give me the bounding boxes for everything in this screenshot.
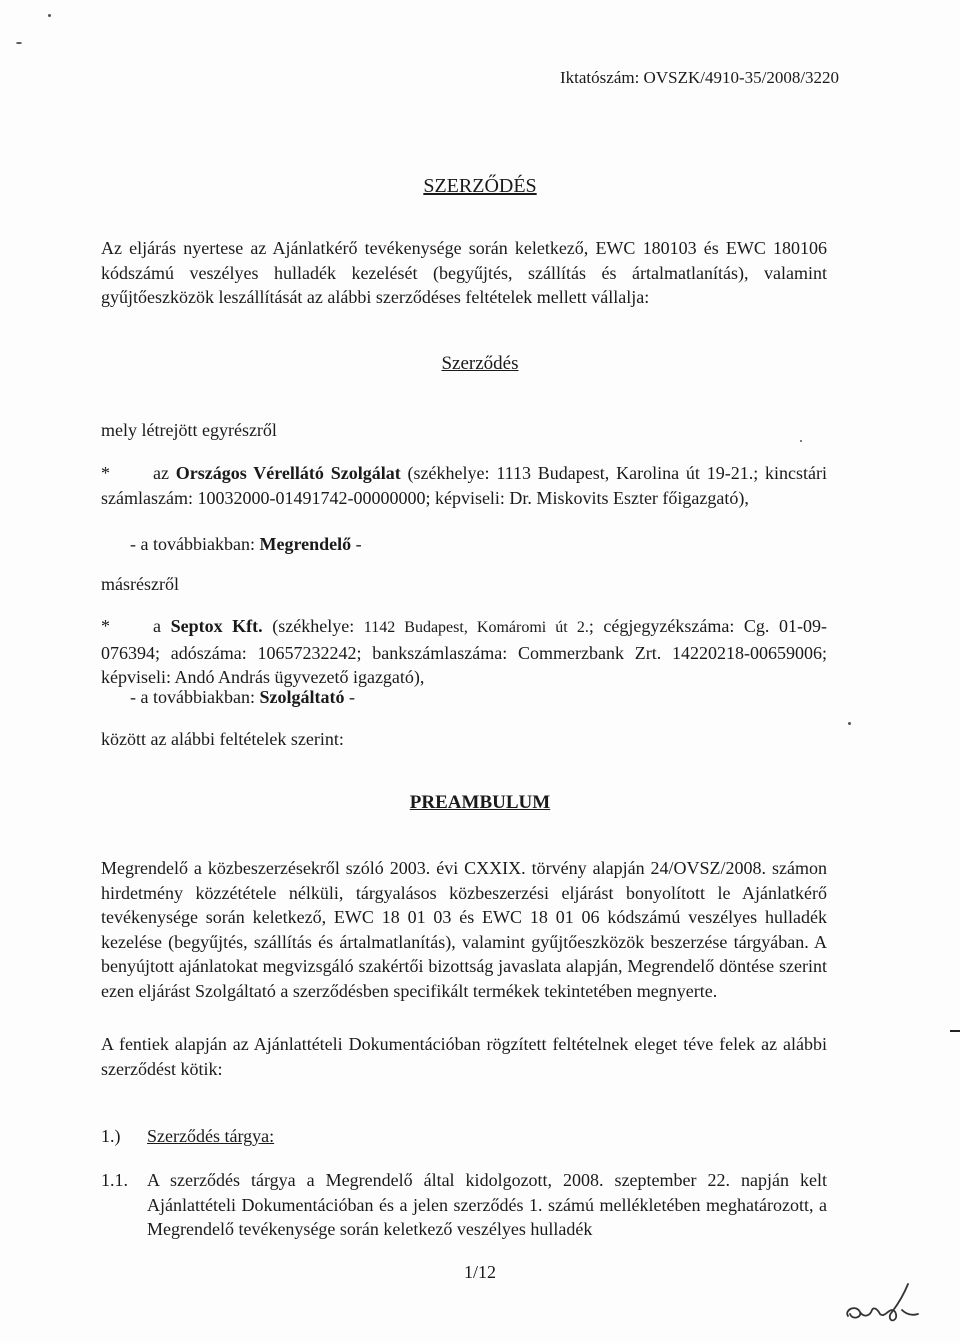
other-side-label: másrészről [101,574,179,594]
party-two-name: Septox Kft. [170,616,263,636]
party-two-bullet: * [101,616,110,636]
party-two-alias-prefix: - a továbbiakban: [130,687,260,707]
intro-paragraph: Az eljárás nyertese az Ajánlatkérő tevékenysége során keletkező, EWC 180103 és EWC 180106 kódszámú veszélyes hulladék kezelését (begyűjtés, szállítás és ártalmatlanítás), valamint gyűjtőeszközök leszállítását az alábbi szerződéses feltételek mellett vállalja: [101,238,827,307]
party-one-alias: Megrendelő [259,534,352,554]
one-side-label: mely létrejött egyrészről [101,420,277,440]
closing-paragraph: A fentiek alapján az Ajánlattételi Dokumentációban rögzített feltételnek eleget téve felek az alábbi szerződést kötik: [101,1034,827,1079]
preamble-paragraph: Megrendelő a közbeszerzésekről szóló 2003. évi CXXIX. törvény alapján 24/OVSZ/2008. számon hirdetmény közzététele nélküli, tárgyalásos közbeszerzési eljárást bonyolított le Ajánlatkérő tevékenysége során keletkező, EWC 18 01 03 és EWC 18 01 06 kódszámú veszélyes hulladék kezelése (begyűjtés, szállítás és ártalmatlanítás), valamint gyűjtőeszközök beszerzése tárgyában. A benyújtott ajánlatokat megvizsgáló szakértői bizottság javaslata alapján, Megrendelő döntése szerint ezen eljárást Szolgáltató a szerződésben specifikált termékek tekintetében megnyerte. [101,858,827,1001]
item-one-one-number: 1.1. [101,1170,128,1190]
contract-heading: Szerződés [441,353,519,374]
party-two-details-a: (székhelye: [262,616,364,636]
section-one-number: 1.) [101,1126,121,1146]
party-one-alias-prefix: - a továbbiakban: [130,534,260,554]
party-one-bullet: * [101,463,110,483]
scan-edge-mark [950,1030,960,1032]
party-one-prefix: az [153,463,176,483]
page-number: 1/12 [463,1262,496,1282]
scan-speck [848,722,851,725]
party-two-alias-suffix: - [344,687,355,707]
party-one-alias-suffix: - [351,534,362,554]
party-two-address: 1142 Budapest, Komáromi út 2. [363,619,589,636]
registration-number: Iktatószám: OVSZK/4910-35/2008/3220 [560,68,840,87]
party-one-name: Országos Vérellátó Szolgálat [175,463,401,483]
section-one-title: Szerződés tárgya: [147,1126,275,1146]
scan-speck [800,440,802,442]
document-title: SZERZŐDÉS [423,175,537,197]
item-one-one-text: A szerződés tárgya a Megrendelő által kidolgozott, 2008. szeptember 22. napján kelt Ajánlattételi Dokumentációban és a jelen szerződés 1. számú mellékletében meghatározott, a Megrendelő tevékenysége során keletkező veszélyes hulladék [147,1170,827,1239]
party-two-alias-line [130,685,355,709]
section-one-heading [101,1124,274,1148]
party-one-alias-line [130,532,362,556]
scan-speck [16,42,22,44]
scan-speck [48,14,51,17]
party-two-alias: Szolgáltató [259,687,345,707]
party-one-details: (székhelye: 1113 Budapest, Karolina út 19-21.; kincstári számlaszám: 10032000-01491742-00000000; képviseli: Dr. Miskovits Eszter főigazgató), [101,463,827,508]
party-two-prefix: a [153,616,171,636]
party-one-block [101,461,827,510]
handwritten-initials-signature [842,1280,922,1330]
between-label: között az alábbi feltételek szerint: [101,729,344,749]
party-two-details-b: ; cégjegyzékszáma: Cg. 01-09-076394; adószáma: 10657232242; bankszámlaszáma: Commerzbank Zrt. 14220218-00659006; képviseli: Andó András ügyvezető igazgató), [101,616,827,687]
party-two-block [101,614,827,690]
preamble-heading: PREAMBULUM [409,792,551,813]
